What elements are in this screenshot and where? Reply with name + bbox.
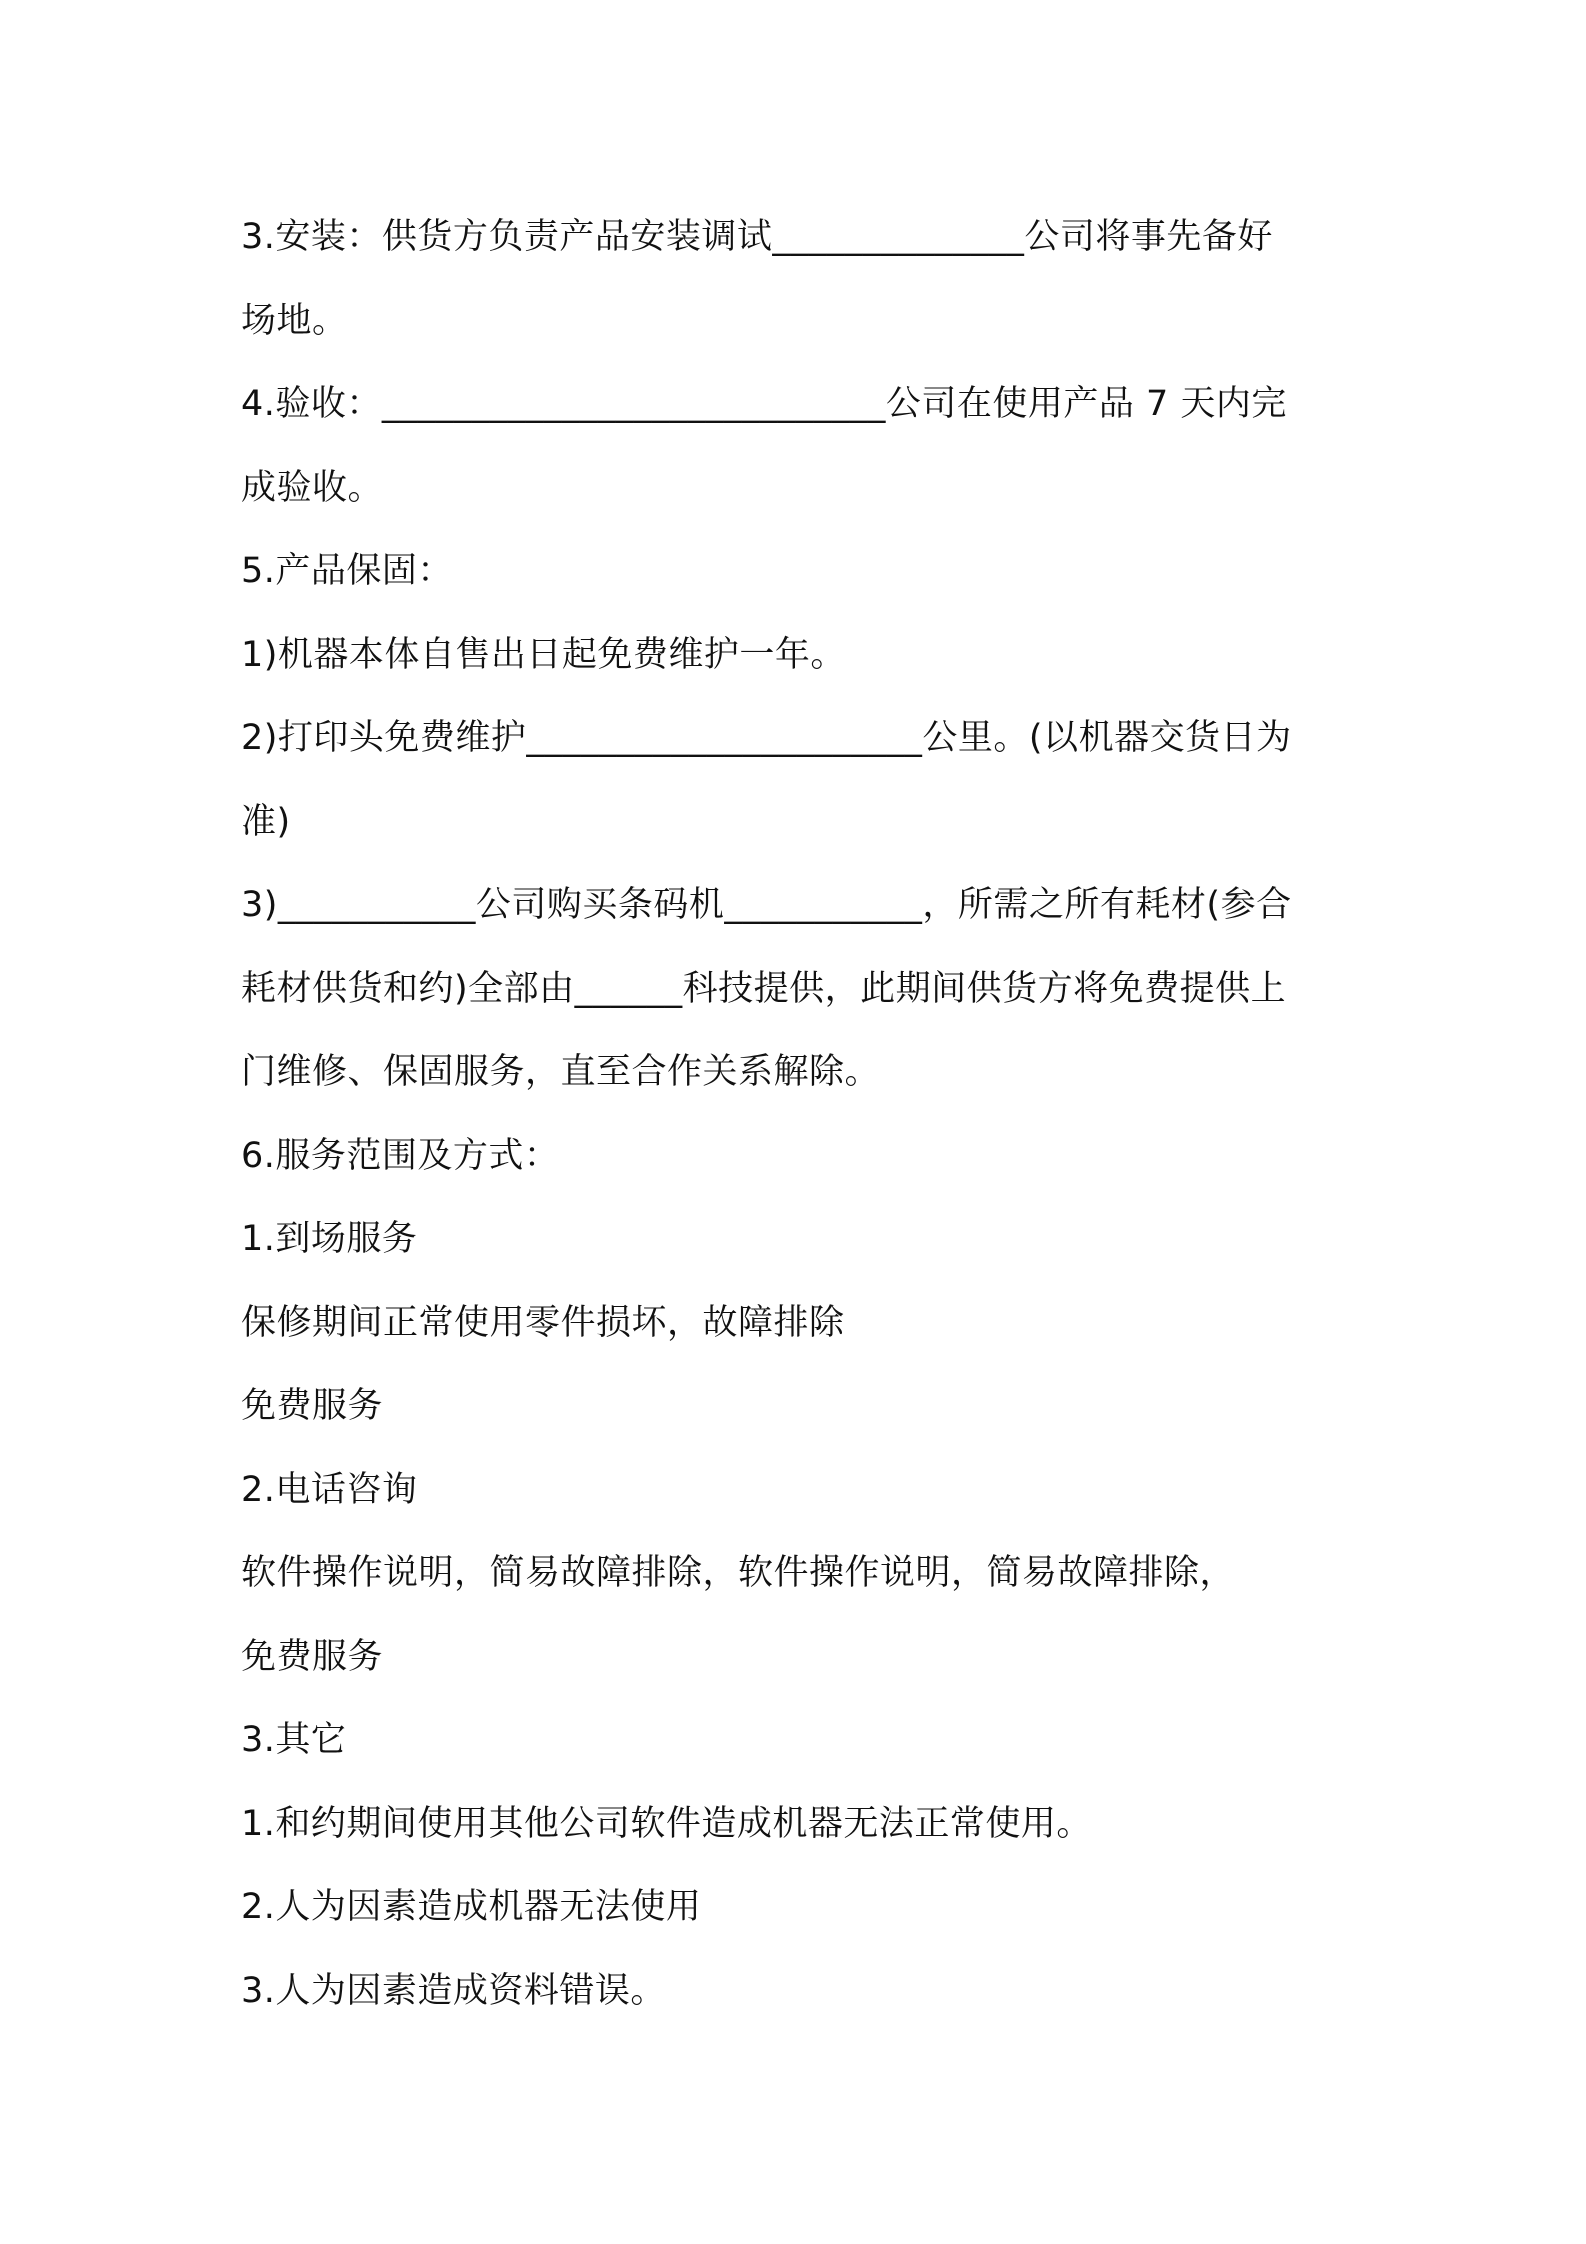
subsection-heading: 1.到场服务: [241, 1219, 418, 1259]
text-line: 场地。: [241, 300, 348, 341]
text-line: 软件操作说明，简易故障排除，软件操作说明，简易故障排除，: [241, 1553, 1236, 1593]
text-line: 免费服务: [241, 1636, 384, 1677]
text-line: 耗材供货和约)全部由______科技提供，此期间供货方将免费提供上: [241, 968, 1287, 1009]
subsection-heading: 2.电话咨询: [241, 1469, 418, 1510]
text-line: 免费服务: [241, 1386, 384, 1426]
section-heading: 5.产品保固：: [241, 551, 453, 591]
text-line: 1)机器本体自售出日起免费维护一年。: [241, 634, 846, 675]
document-body: [241, 196, 1361, 2033]
text-line: 门维修、保固服务，直至合作关系解除。: [241, 1052, 881, 1092]
text-line: 成验收。: [241, 467, 384, 508]
text-line: 保修期间正常使用零件损坏，故障排除: [241, 1302, 845, 1343]
text-line: 4.验收：____________________________公司在使用产品 7 天内完: [241, 384, 1287, 424]
text-line: 3)___________公司购买条码机___________，所需之所有耗材(参合: [241, 885, 1292, 925]
text-line: 3.安装：供货方负责产品安装调试______________公司将事先备好: [241, 217, 1273, 257]
text-line: 准): [241, 801, 291, 842]
subsection-heading: 3.其它: [241, 1720, 347, 1760]
text-line: 3.人为因素造成资料错误。: [241, 1970, 666, 2011]
section-heading: 6.服务范围及方式：: [241, 1135, 560, 1176]
text-line: 2)打印头免费维护______________________公里。(以机器交货日为: [241, 718, 1292, 758]
text-line: 1.和约期间使用其他公司软件造成机器无法正常使用。: [241, 1803, 1092, 1844]
text-line: 2.人为因素造成机器无法使用: [241, 1887, 702, 1927]
